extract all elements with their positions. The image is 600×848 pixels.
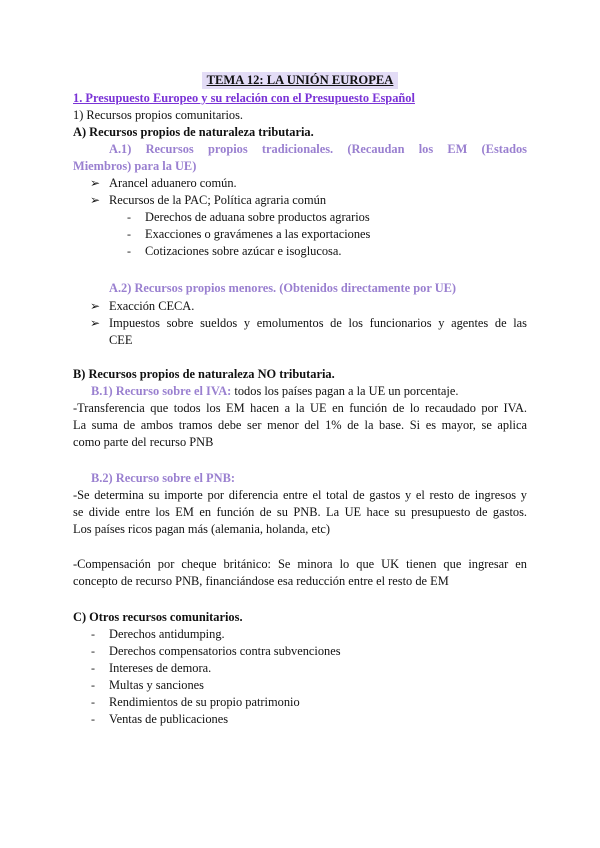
a1-heading-line1: A.1) Recursos propios tradicionales. (Recaudan los EM (Estados	[109, 142, 527, 156]
list-item: Derechos de aduana sobre productos agrarios	[145, 210, 370, 224]
a2-heading: A.2) Recursos propios menores. (Obtenidos directamente por UE)	[109, 281, 457, 295]
b2-heading: B.2) Recurso sobre el PNB:	[91, 471, 235, 485]
dash-bullet-icon: -	[127, 244, 131, 258]
dash-bullet-icon: -	[127, 210, 131, 224]
list-item-continuation: CEE	[109, 333, 133, 347]
paragraph-line: se divide entre los EM en función de su PNB. La UE hace su presupuesto de gastos.	[73, 505, 527, 519]
paragraph-line: La suma de ambos tramos debe ser menor del 1% de la base. Si es mayor, se aplica	[73, 418, 527, 432]
paragraph-line: concepto de recurso PNB, financiándose esa reducción entre el resto de EM	[73, 574, 449, 588]
b1-heading-tail: todos los países pagan a la UE un porcentaje.	[234, 384, 459, 398]
dash-bullet-icon: -	[91, 678, 95, 692]
dash-bullet-icon: -	[91, 644, 95, 658]
list-item: Cotizaciones sobre azúcar e isoglucosa.	[145, 244, 342, 258]
arrow-bullet-icon: ➢	[90, 193, 101, 207]
document-title: TEMA 12: LA UNIÓN EUROPEA	[202, 72, 398, 89]
list-item: Derechos antidumping.	[109, 627, 225, 641]
dash-bullet-icon: -	[91, 712, 95, 726]
paragraph-line: -Compensación por cheque británico: Se minora lo que UK tienen que ingresar en	[73, 557, 527, 571]
list-item: Ventas de publicaciones	[109, 712, 229, 726]
list-item: Exacción CECA.	[109, 299, 195, 313]
heading-b: B) Recursos propios de naturaleza NO tributaria.	[73, 367, 335, 381]
paragraph-line: Los países ricos pagan más (alemania, holanda, etc)	[73, 522, 331, 536]
list-item: Arancel aduanero común.	[109, 176, 237, 190]
list-item: Recursos de la PAC; Política agraria común	[109, 193, 327, 207]
heading-a: A) Recursos propios de naturaleza tributaria.	[73, 125, 314, 139]
dash-bullet-icon: -	[127, 227, 131, 241]
a1-heading-line2: Miembros) para la UE)	[73, 159, 197, 173]
list-item: Multas y sanciones	[109, 678, 204, 692]
b1-line	[91, 383, 458, 400]
arrow-bullet-icon: ➢	[90, 299, 101, 313]
heading-c: C) Otros recursos comunitarios.	[73, 610, 243, 624]
subsection-heading: 1) Recursos propios comunitarios.	[73, 108, 244, 122]
list-item: Impuestos sobre sueldos y emolumentos de los funcionarios y agentes de las	[109, 316, 527, 330]
list-item: Exacciones o gravámenes a las exportaciones	[145, 227, 371, 241]
section-heading: 1. Presupuesto Europeo y su relación con el Presupuesto Español	[73, 91, 415, 105]
list-item: Rendimientos de su propio patrimonio	[109, 695, 300, 709]
b1-heading: B.1) Recurso sobre el IVA:	[91, 384, 232, 398]
dash-bullet-icon: -	[91, 695, 95, 709]
arrow-bullet-icon: ➢	[90, 316, 101, 330]
paragraph-line: -Se determina su importe por diferencia entre el total de gastos y el resto de ingresos y	[73, 488, 527, 502]
paragraph-line: -Transferencia que todos los EM hacen a la UE en función de lo recaudado por IVA.	[73, 401, 527, 415]
list-item: Intereses de demora.	[109, 661, 212, 675]
list-item: Derechos compensatorios contra subvenciones	[109, 644, 341, 658]
arrow-bullet-icon: ➢	[90, 176, 101, 190]
dash-bullet-icon: -	[91, 661, 95, 675]
dash-bullet-icon: -	[91, 627, 95, 641]
paragraph-line: como parte del recurso PNB	[73, 435, 214, 449]
